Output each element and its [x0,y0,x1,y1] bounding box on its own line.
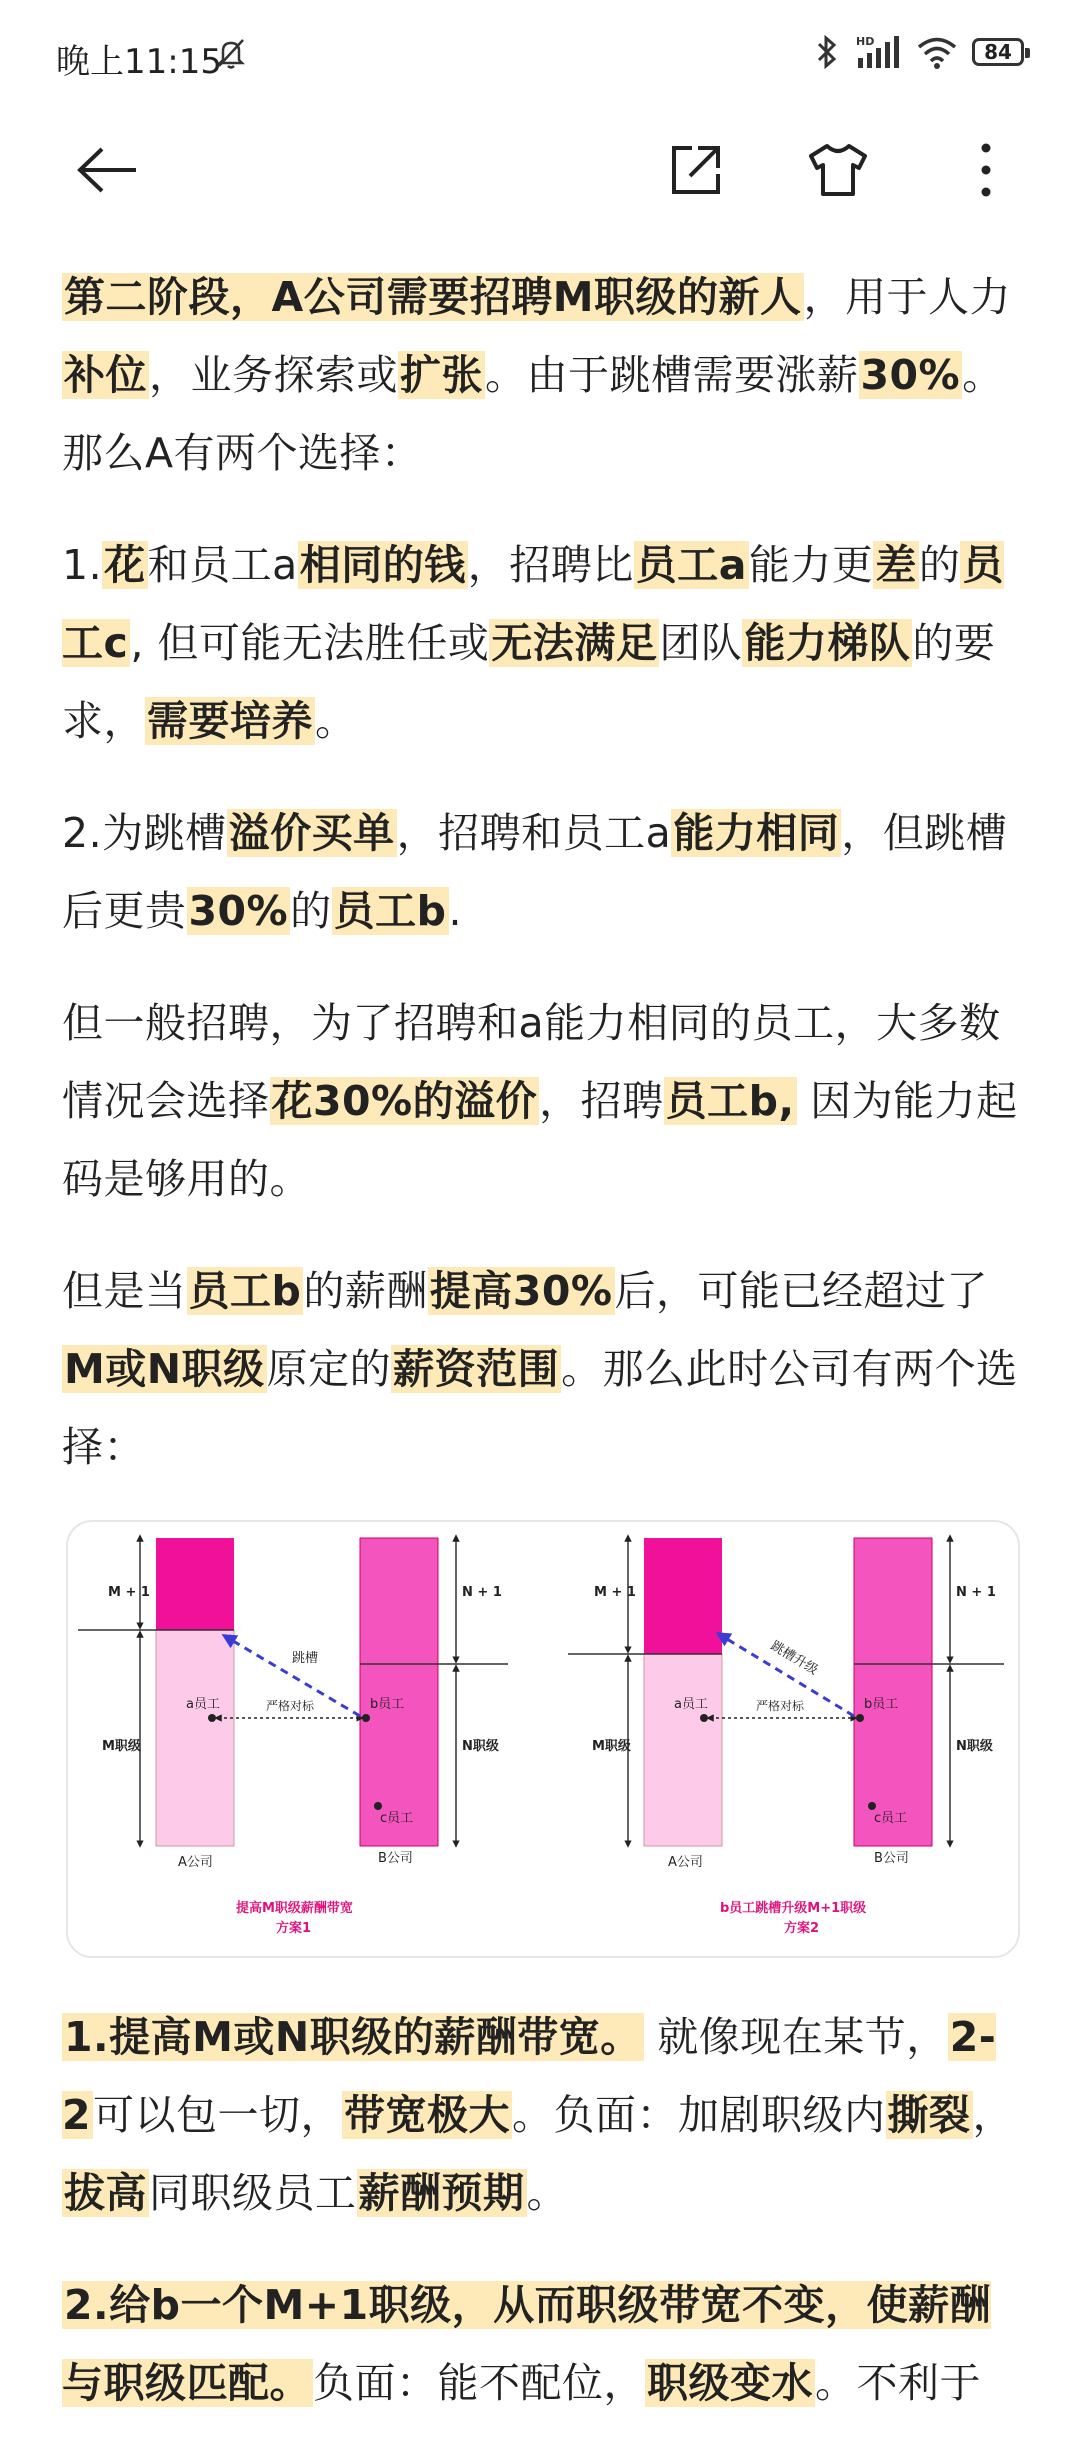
paragraph-text: 的薪酬 [303,1267,428,1315]
diagram-panel-2 [568,1538,1004,1936]
highlighted-text: 薪资范围 [393,1345,560,1393]
highlighted-text: 溢价买单 [228,809,395,857]
b-company-band-2 [854,1538,932,1846]
status-bar [0,0,1080,110]
highlighted-text: 第二阶段，A公司需要招聘M职级的新人 [64,273,802,321]
highlighted-text: 员工a [635,541,747,589]
more-vertical-icon [976,140,996,200]
paragraph-text: 的 [290,887,332,935]
highlighted-text: 2-2 [62,2013,997,2139]
highlighted-text: 30% [188,887,289,935]
svg-text:b员工跳槽升级M+1职级: b员工跳槽升级M+1职级 [720,1901,867,1916]
svg-text:提高M职级薪酬带宽: 提高M职级薪酬带宽 [236,1901,353,1916]
bell-muted-icon [214,36,248,70]
theme-button[interactable] [806,138,870,202]
paragraphs-after [62,1998,1022,2422]
svg-text:N + 1: N + 1 [462,1585,502,1600]
highlighted-text: 撕裂 [887,2091,971,2139]
svg-text:HD: HD [856,35,875,48]
a-company-m1-band-2 [644,1538,722,1654]
wifi-icon [916,34,958,70]
paragraph-text: ，但跳槽后更贵 [62,809,1008,935]
article-content [62,258,1022,2456]
highlighted-text: 30% [860,351,961,399]
share-icon [668,142,724,198]
svg-text:c员工: c员工 [380,1811,414,1826]
paragraph-text: 。那么A有两个选择： [62,351,1004,477]
salary-band-diagram [66,1520,1020,1958]
paragraph-text: 。由于跳槽需要涨薪 [485,351,859,399]
article-paragraph [62,2266,1022,2422]
paragraph-text: , 但可能无法胜任或 [130,619,490,667]
tshirt-icon [807,142,869,198]
paragraph-text: 因为能力起码是够用的。 [62,1077,1018,1203]
highlighted-text: 相同的钱 [299,541,466,589]
paragraph-text: ，用于人力 [803,273,1012,321]
svg-text:跳槽升级: 跳槽升级 [767,1638,821,1679]
svg-text:严格对标: 严格对标 [756,1699,805,1713]
paragraph-text: 。那么此时公司有两个选择： [62,1345,1018,1471]
highlighted-text: 带宽极大 [344,2091,511,2139]
b-company-band [360,1538,438,1846]
article-paragraph [62,526,1022,760]
highlighted-text: 需要培养 [147,697,313,745]
paragraph-text: 后，可能已经超过了 [614,1267,988,1315]
highlighted-text: 2.给b一个M+1职级，从而职级带宽不变，使薪酬与职级匹配。 [62,2281,992,2407]
svg-text:c员工: c员工 [874,1811,908,1826]
paragraph-text: 同职级员工 [149,2169,357,2217]
article-paragraph [62,1998,1022,2232]
paragraph-text: 的 [918,541,961,589]
paragraph-text: 。负面：加剧职级内 [512,2091,886,2139]
highlighted-text: 员工b [188,1267,302,1315]
highlighted-text: 能力梯队 [744,619,911,667]
signal-icon [854,34,902,70]
svg-text:M职级: M职级 [102,1739,141,1754]
diagram-panel-1 [78,1538,508,1936]
battery-indicator: 84 [972,38,1024,66]
back-arrow-icon [76,145,140,195]
paragraph-text: ， [972,2091,1015,2139]
paragraph-text: 2.为跳槽 [62,809,227,857]
paragraph-text: 可以包一切， [93,2091,343,2139]
paragraph-text: ，招聘和员工a [396,809,672,857]
highlighted-text: 提高30% [429,1267,613,1315]
paragraph-text: 就像现在某节， [643,2013,948,2061]
svg-text:a员工: a员工 [186,1697,220,1712]
paragraph-text: 能力更 [748,541,874,589]
paragraph-text: 1. [62,541,103,589]
a-company-m-band-2 [644,1654,722,1846]
highlighted-text: 薪酬预期 [358,2169,525,2217]
article-paragraph [62,1252,1022,1486]
article-paragraph [62,984,1022,1218]
more-options-button[interactable] [954,138,1018,202]
highlighted-text: 能力相同 [673,809,840,857]
highlighted-text: 无法满足 [491,619,658,667]
paragraph-text: 原定的 [266,1345,392,1393]
svg-text:N职级: N职级 [956,1739,993,1754]
svg-text:严格对标: 严格对标 [266,1699,315,1713]
svg-text:M职级: M职级 [592,1739,631,1754]
highlighted-text: 花30%的溢价 [271,1077,538,1125]
status-time: 晚上11:15 [56,42,222,82]
paragraph-text: 。 [315,697,357,745]
highlighted-text: 员工b, [665,1077,795,1125]
svg-text:B公司: B公司 [378,1851,413,1866]
paragraph-text: 团队 [659,619,743,667]
svg-text:N + 1: N + 1 [956,1585,996,1600]
paragraph-text: 但一般招聘，为了招聘和a能力相同的员工，大多数情况会选择 [62,999,1001,1125]
article-paragraph [62,258,1022,492]
paragraph-text: 。不利于 [815,2359,981,2407]
paragraph-text: 。 [526,2169,568,2217]
svg-text:B公司: B公司 [874,1851,909,1866]
svg-text:M + 1: M + 1 [594,1585,636,1600]
a-company-m1-band [156,1538,234,1630]
a-company-m-band [156,1630,234,1846]
svg-text:A公司: A公司 [668,1855,703,1870]
paragraph-text: 但是当 [62,1267,187,1315]
paragraph-text: ，招聘 [539,1077,664,1125]
svg-text:b员工: b员工 [370,1697,405,1712]
top-toolbar [0,120,1080,220]
bluetooth-icon [814,34,840,70]
article-paragraph [62,794,1022,950]
highlighted-text: 1.提高M或N职级的薪酬带宽。 [64,2013,642,2061]
highlighted-text: 员工c [62,541,1004,667]
share-button[interactable] [664,138,728,202]
svg-text:N职级: N职级 [462,1739,499,1754]
paragraph-text: . [448,887,463,935]
svg-text:方案2: 方案2 [784,1921,820,1936]
highlighted-text: 花 [104,541,146,589]
status-right [814,34,1024,70]
highlighted-text: 扩张 [400,351,483,399]
highlighted-text: M或N职级 [64,1345,265,1393]
paragraph-text: ，招聘比 [467,541,634,589]
paragraphs-before [62,258,1022,1486]
svg-text:方案1: 方案1 [276,1921,312,1936]
highlighted-text: 差 [875,541,917,589]
paragraph-text: 和员工a [147,541,298,589]
back-button[interactable] [76,138,140,202]
svg-text:a员工: a员工 [674,1697,708,1712]
svg-text:M + 1: M + 1 [108,1585,150,1600]
highlighted-text: 职级变水 [647,2359,813,2407]
paragraph-text: 负面：能不配位， [313,2359,645,2407]
svg-text:b员工: b员工 [864,1697,899,1712]
highlighted-text: 补位 [64,351,147,399]
highlighted-text: 员工b [333,887,447,935]
svg-text:跳槽: 跳槽 [292,1651,319,1666]
highlighted-text: 拔高 [64,2169,147,2217]
paragraph-text: ，业务探索或 [149,351,398,399]
svg-text:A公司: A公司 [178,1855,213,1870]
paragraph-text: 的要求， [62,619,996,745]
